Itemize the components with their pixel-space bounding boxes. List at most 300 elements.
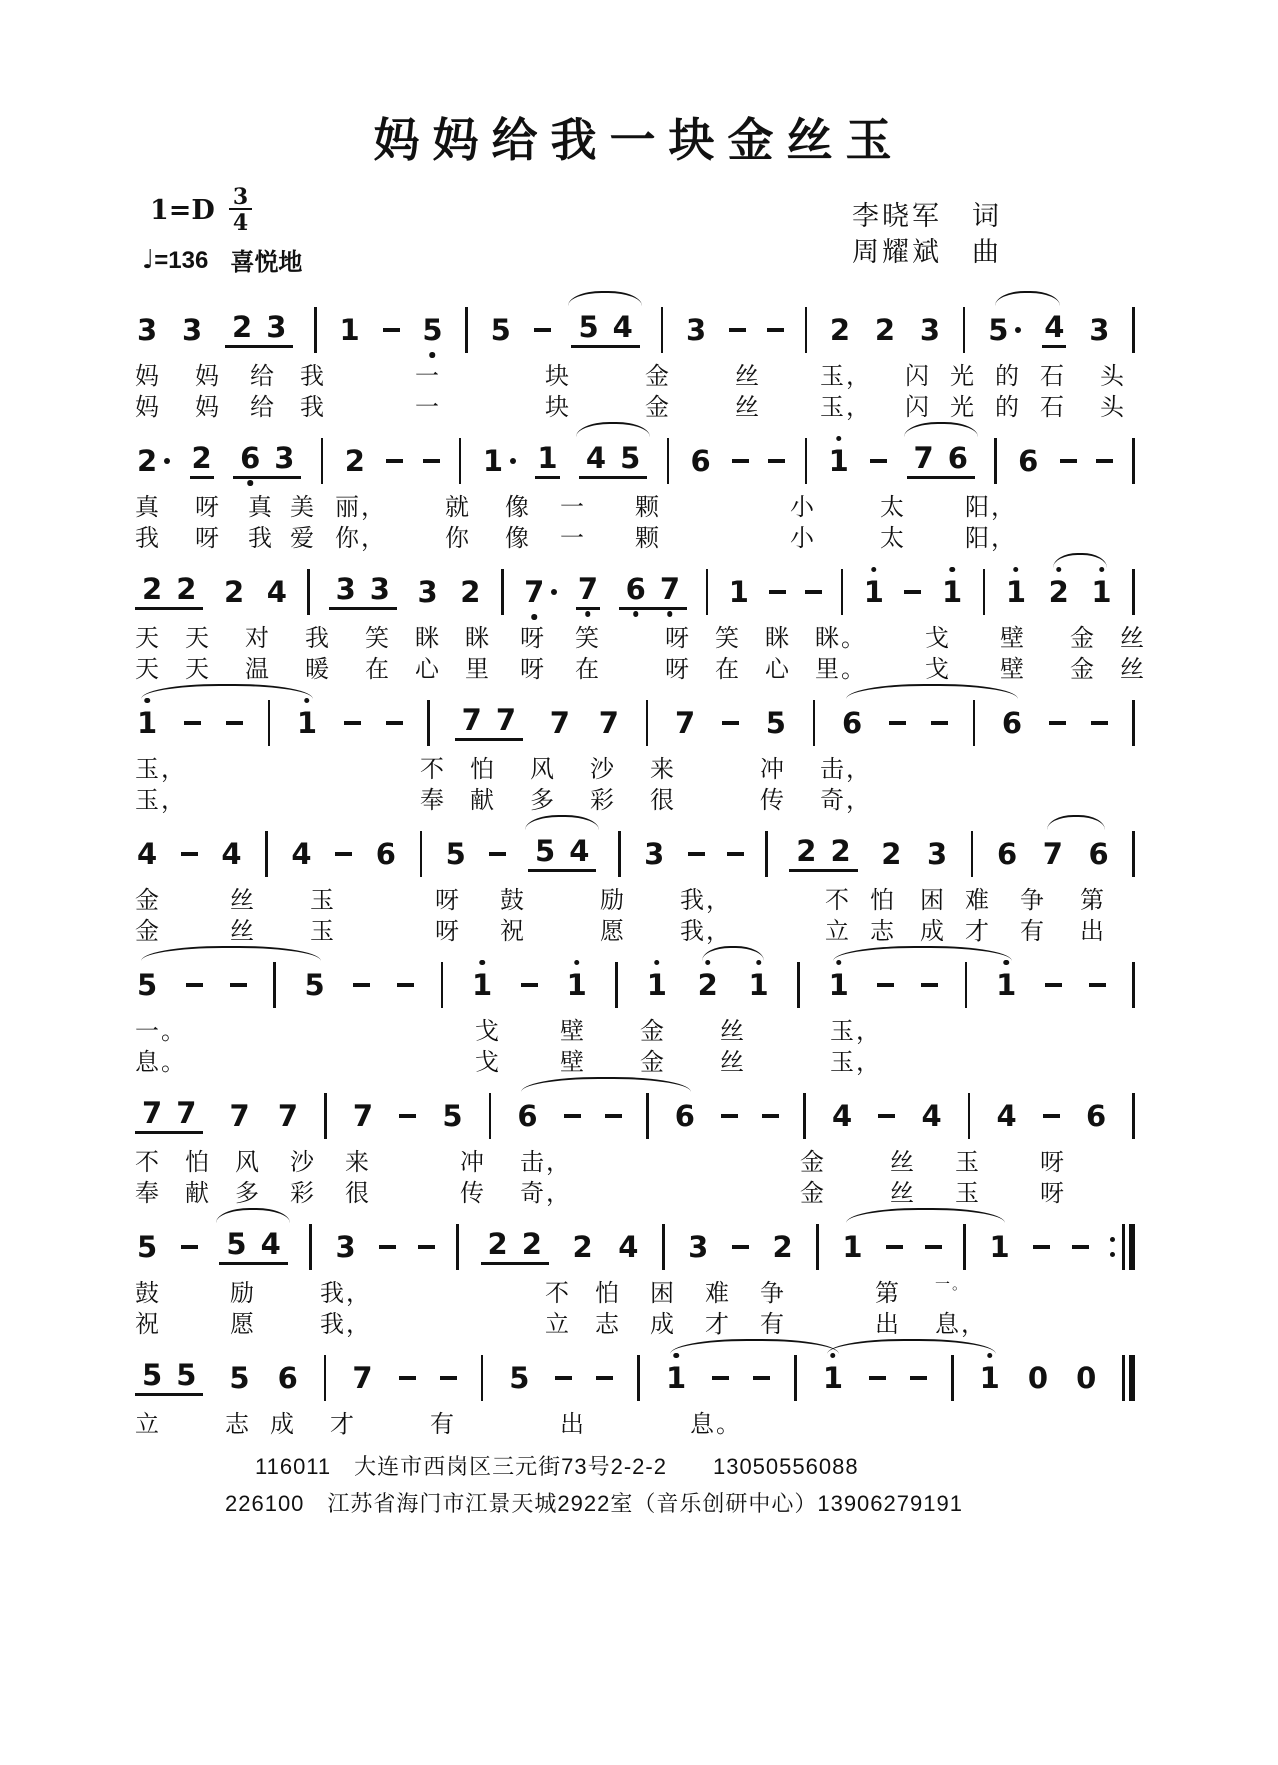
- lyric-syllable: 第: [875, 1280, 901, 1307]
- lyric-syllable: 丝: [230, 887, 256, 914]
- note-token: 2: [1048, 574, 1069, 609]
- lyric-syllable: 笑: [575, 625, 601, 652]
- note-token: 4: [266, 574, 287, 609]
- lyric-syllable: 玉: [955, 1180, 981, 1207]
- note-token: 1: [296, 705, 317, 740]
- lyric-syllable: 里。: [815, 656, 867, 683]
- dash-token: [1089, 959, 1106, 1011]
- barline: [971, 828, 974, 880]
- note-token: 7: [352, 1098, 374, 1133]
- lyric-syllable: 奇，: [820, 787, 872, 814]
- dash-token: [489, 828, 506, 880]
- lyric-syllable: 呀: [195, 525, 221, 552]
- dash-token: [768, 435, 785, 487]
- note-token: 1: [137, 705, 158, 740]
- note-token: 1: [748, 967, 769, 1002]
- barline: [501, 566, 504, 618]
- slur-arc: [1053, 553, 1107, 568]
- note-token: 3: [644, 836, 665, 871]
- note-token: 1: [979, 1360, 1000, 1395]
- slur-arc: [702, 946, 764, 961]
- barline: [1132, 959, 1135, 1011]
- barline: [805, 304, 808, 356]
- note-token: 1: [828, 967, 849, 1002]
- lyric-syllable: 眯: [765, 625, 791, 652]
- lyric-syllable: 给: [250, 363, 276, 390]
- lyric-syllable: 来: [650, 756, 676, 783]
- dash-token: [1096, 435, 1113, 487]
- note-token: 7 7: [135, 1090, 203, 1142]
- lyric-syllable: 戈: [475, 1049, 501, 1076]
- lyric-syllable: 才: [330, 1411, 356, 1438]
- lyric-syllable: 温: [245, 656, 271, 683]
- slur-arc: [216, 1208, 290, 1223]
- lyric-syllable: 丝: [1120, 625, 1146, 652]
- dash-token: [1049, 697, 1066, 749]
- lyric-syllable: 出: [875, 1311, 901, 1338]
- barline: [481, 1352, 484, 1404]
- lyric-syllable: 美: [290, 494, 316, 521]
- lyric-syllable: 玉，: [135, 787, 187, 814]
- lyric-syllable: 难: [965, 887, 991, 914]
- note-token: 3: [182, 312, 203, 347]
- barline: [662, 1221, 665, 1273]
- lyric-syllable: 有: [430, 1411, 456, 1438]
- barline: [441, 959, 444, 1011]
- lyric-syllable: 丝: [230, 918, 256, 945]
- lyric-syllable: 击，: [820, 756, 872, 783]
- lyric-syllable: 的: [995, 394, 1021, 421]
- lyric-syllable: 一: [415, 394, 441, 421]
- barline: [465, 304, 468, 356]
- note-token: 5: [229, 1360, 250, 1395]
- note-token: 2: [135, 435, 170, 487]
- music-line: [135, 552, 1146, 683]
- note-token: 5 4: [219, 1221, 287, 1273]
- dash-token: [379, 1221, 396, 1273]
- lyric-syllable: 一: [415, 363, 441, 390]
- lyric-syllable: 玉: [310, 918, 336, 945]
- lyric-row: [135, 1042, 1135, 1076]
- lyric-syllable: 石: [1040, 363, 1066, 390]
- dash-token: [762, 1090, 779, 1142]
- dash-token: [423, 435, 440, 487]
- dash-token: [440, 1352, 457, 1404]
- barline: [994, 435, 997, 487]
- lyric-syllable: 我，: [680, 918, 732, 945]
- barline: [765, 828, 768, 880]
- lyric-syllable: 金: [645, 363, 671, 390]
- note-token: 5: [137, 967, 158, 1002]
- dash-token: [1045, 959, 1062, 1011]
- lyric-syllable: 对: [245, 625, 271, 652]
- barline: [268, 697, 271, 749]
- lyric-syllable: 呀: [435, 887, 461, 914]
- meter-numerator: 3: [229, 186, 252, 210]
- lyric-syllable: 妈: [135, 363, 161, 390]
- lyric-syllable: 不: [420, 756, 446, 783]
- barline: [324, 1352, 327, 1404]
- note-token: 6: [674, 1098, 695, 1133]
- dash-token: [1033, 1221, 1050, 1273]
- time-signature: [229, 186, 252, 234]
- note-token: 5: [986, 304, 1021, 356]
- lyric-row: [135, 1304, 1135, 1338]
- lyric-syllable: 天: [185, 656, 211, 683]
- lyric-syllable: 天: [135, 656, 161, 683]
- dash-token: [753, 1352, 770, 1404]
- note-token: 5 4: [571, 304, 639, 356]
- barline: [618, 828, 621, 880]
- barline: [1132, 1090, 1135, 1142]
- key-signature: [150, 186, 252, 234]
- lyric-syllable: 玉，: [135, 756, 187, 783]
- note-token: 7: [1042, 836, 1063, 871]
- lyric-syllable: 金: [645, 394, 671, 421]
- lyric-syllable: 很: [345, 1180, 371, 1207]
- lyric-syllable: 我，: [320, 1280, 372, 1307]
- lyric-syllable: 呀: [195, 494, 221, 521]
- lyric-syllable: 头: [1100, 394, 1126, 421]
- lyric-syllable: 像: [505, 494, 531, 521]
- note-token: 4: [832, 1098, 853, 1133]
- note-token: 1: [996, 967, 1017, 1002]
- note-token: 1: [1005, 574, 1027, 609]
- notes-row: [135, 683, 1135, 749]
- lyric-syllable: 成: [920, 918, 946, 945]
- dash-token: [732, 1221, 749, 1273]
- lyric-syllable: 丝: [890, 1180, 916, 1207]
- note-token: 0: [1076, 1360, 1097, 1395]
- note-token: 5: [422, 312, 443, 347]
- lyric-syllable: 愿: [230, 1311, 256, 1338]
- note-token: 7: [598, 705, 619, 740]
- dash-token: [732, 435, 749, 487]
- lyric-row: [135, 618, 1146, 652]
- note-token: 7: [277, 1098, 299, 1133]
- dash-token: [727, 828, 744, 880]
- lyric-syllable: 出: [1080, 918, 1106, 945]
- lyric-syllable: 击，: [520, 1149, 572, 1176]
- barline: [321, 435, 324, 487]
- note-token: 4: [1042, 304, 1066, 356]
- lyric-syllable: 心: [765, 656, 791, 683]
- lyric-syllable: 立: [825, 918, 851, 945]
- dash-token: [722, 697, 739, 749]
- note-token: 4: [291, 836, 312, 871]
- note-token: 1: [1091, 574, 1112, 609]
- slur-arc: [525, 815, 599, 830]
- lyric-syllable: 难: [705, 1280, 731, 1307]
- note-token: 1: [842, 1229, 863, 1264]
- lyric-syllable: 丽，: [335, 494, 387, 521]
- note-token: 6: [996, 836, 1018, 871]
- note-token: 4: [921, 1098, 942, 1133]
- lyric-syllable: 多: [530, 787, 556, 814]
- composer-credit: 周耀斌 曲: [852, 237, 1002, 268]
- note-token: 6: [1001, 705, 1022, 740]
- dash-token: [344, 697, 361, 749]
- lyric-syllable: 就: [445, 494, 471, 521]
- lyric-syllable: 丝: [735, 394, 761, 421]
- lyric-syllable: 我，: [680, 887, 732, 914]
- note-token: 2: [829, 312, 851, 347]
- slur-arc: [904, 422, 978, 437]
- lyric-syllable: 玉: [955, 1149, 981, 1176]
- barline: [314, 304, 317, 356]
- lyric-syllable: 我: [300, 363, 326, 390]
- note-token: 1: [339, 312, 360, 347]
- lyric-syllable: 志: [225, 1411, 251, 1438]
- lyric-syllable: 呀: [435, 918, 461, 945]
- lyric-syllable: 在: [715, 656, 741, 683]
- note-token: 3: [1089, 312, 1110, 347]
- music-line: [135, 290, 1135, 421]
- lyric-syllable: 一。: [935, 1276, 970, 1293]
- barline: [646, 697, 649, 749]
- note-token: 1: [472, 967, 493, 1002]
- note-token: 6: [690, 443, 711, 478]
- lyric-syllable: 困: [650, 1280, 676, 1307]
- dash-token: [925, 1221, 942, 1273]
- lyric-syllable: 怕: [595, 1280, 621, 1307]
- note-token: 2: [460, 574, 481, 609]
- lyric-syllable: 金: [800, 1149, 826, 1176]
- dash-token: [397, 959, 414, 1011]
- note-token: 1: [666, 1360, 687, 1395]
- lyric-syllable: 我，: [320, 1311, 372, 1338]
- notes-row: [135, 1207, 1135, 1273]
- lyric-syllable: 壁: [560, 1049, 586, 1076]
- note-token: 7: [352, 1360, 373, 1395]
- lyric-syllable: 献: [470, 787, 496, 814]
- lyric-syllable: 很: [650, 787, 676, 814]
- dash-token: [555, 1352, 572, 1404]
- lyric-syllable: 丝: [720, 1018, 746, 1045]
- lyric-syllable: 戈: [925, 656, 951, 683]
- music-line: [135, 1338, 1135, 1438]
- note-token: 7: [522, 566, 557, 618]
- notes-row: [135, 814, 1135, 880]
- barline: [661, 304, 664, 356]
- dash-token: [721, 1090, 738, 1142]
- lyric-syllable: 鼓: [135, 1280, 161, 1307]
- note-token: 7 7: [455, 697, 523, 749]
- lyric-syllable: 成: [650, 1311, 676, 1338]
- dash-token: [1043, 1090, 1060, 1142]
- lyric-syllable: 怕: [870, 887, 896, 914]
- lyric-syllable: 息，: [935, 1311, 987, 1338]
- dash-token: [534, 304, 551, 356]
- slur-arc: [670, 1339, 839, 1354]
- note-token: 7: [549, 705, 570, 740]
- note-token: 6 7: [619, 566, 687, 618]
- note-token: 1: [646, 967, 667, 1002]
- lyric-row: [135, 880, 1135, 914]
- note-token: 6: [1018, 443, 1039, 478]
- lyric-syllable: 金: [640, 1018, 666, 1045]
- music-line: [135, 945, 1135, 1076]
- lyric-row: [135, 356, 1135, 390]
- note-token: 1: [822, 1360, 843, 1395]
- lyric-syllable: 光: [950, 394, 976, 421]
- lyric-syllable: 真: [248, 494, 274, 521]
- tempo-bpm: =136: [154, 246, 209, 274]
- note-token: 1: [535, 435, 559, 487]
- lyric-syllable: 沙: [590, 756, 616, 783]
- note-token: 2: [697, 967, 718, 1002]
- note-token: 2 2: [481, 1221, 549, 1273]
- note-token: 5: [445, 836, 466, 871]
- lyric-syllable: 呀: [1040, 1149, 1066, 1176]
- lyric-syllable: 一。: [135, 1018, 187, 1045]
- lyric-syllable: 鼓: [500, 887, 526, 914]
- note-token: 1: [828, 443, 849, 478]
- dash-token: [729, 304, 746, 356]
- lyric-syllable: 我: [305, 625, 331, 652]
- lyric-syllable: 戈: [475, 1018, 501, 1045]
- lyric-syllable: 在: [575, 656, 601, 683]
- dash-token: [399, 1352, 416, 1404]
- lyric-syllable: 呀: [665, 656, 691, 683]
- lyric-row: [135, 1173, 1135, 1207]
- footer-address-1: 116011 大连市西岗区三元街73号2-2-2 13050556088: [255, 1454, 859, 1479]
- lyric-syllable: 志: [870, 918, 896, 945]
- note-token: 2 2: [135, 566, 203, 618]
- dash-token: [921, 959, 938, 1011]
- lyric-syllable: 颗: [635, 525, 661, 552]
- lyric-syllable: 我: [135, 525, 161, 552]
- barline: [1132, 828, 1135, 880]
- dash-token: [769, 566, 786, 618]
- note-token: 1: [863, 574, 884, 609]
- lyric-syllable: 玉，: [820, 363, 872, 390]
- barline: [794, 1352, 797, 1404]
- note-token: 7: [675, 705, 696, 740]
- dash-token: [386, 697, 403, 749]
- note-token: 6: [842, 705, 863, 740]
- note-token: 7: [229, 1098, 250, 1133]
- lyric-syllable: 第: [1080, 887, 1106, 914]
- note-token: 2: [190, 435, 214, 487]
- note-token: 2: [572, 1229, 593, 1264]
- lyric-syllable: 我: [300, 394, 326, 421]
- lyric-syllable: 金: [135, 887, 161, 914]
- lyric-syllable: 一: [560, 525, 586, 552]
- dash-token: [712, 1352, 729, 1404]
- dash-token: [870, 435, 887, 487]
- note-token: 1: [728, 574, 749, 609]
- lyric-syllable: 给: [250, 394, 276, 421]
- lyric-syllable: 丝: [720, 1049, 746, 1076]
- quarter-note-icon: ♩: [142, 244, 155, 275]
- barline: [813, 697, 816, 749]
- note-token: 5: [442, 1098, 463, 1133]
- dash-token: [931, 697, 948, 749]
- lyric-syllable: 成: [270, 1411, 296, 1438]
- lyric-syllable: 奉: [420, 787, 446, 814]
- note-token: 2: [772, 1229, 793, 1264]
- note-token: 1: [481, 435, 516, 487]
- lyric-syllable: 小: [790, 525, 816, 552]
- lyric-syllable: 争: [1020, 887, 1046, 914]
- notes-row: [135, 421, 1135, 487]
- note-token: 4: [618, 1229, 639, 1264]
- mood-text: 喜悦地: [230, 249, 303, 276]
- dash-token: [335, 828, 352, 880]
- lyric-syllable: 眯: [415, 625, 441, 652]
- lyric-syllable: 志: [595, 1311, 621, 1338]
- lyric-syllable: 丝: [1120, 656, 1146, 683]
- barline: [973, 697, 976, 749]
- dash-token: [181, 828, 198, 880]
- dash-token: [181, 1221, 198, 1273]
- barline: [983, 566, 986, 618]
- notes-row: [135, 552, 1135, 618]
- barline: [1132, 435, 1135, 487]
- tempo-mark: [142, 242, 302, 277]
- note-token: 5 5: [135, 1352, 203, 1404]
- dash-token: [184, 697, 201, 749]
- barline: [307, 566, 310, 618]
- lyric-syllable: 息。: [135, 1049, 187, 1076]
- lyric-syllable: 愿: [600, 918, 626, 945]
- barline: [965, 959, 968, 1011]
- lyric-syllable: 立: [545, 1311, 571, 1338]
- lyric-syllable: 真: [135, 494, 161, 521]
- slur-arc: [141, 946, 321, 961]
- lyric-syllable: 眯。: [815, 625, 867, 652]
- barline: [456, 1221, 459, 1273]
- barline: [1132, 697, 1135, 749]
- lyric-syllable: 颗: [635, 494, 661, 521]
- lyric-syllable: 呀: [520, 656, 546, 683]
- lyric-syllable: 冲: [460, 1149, 486, 1176]
- lyric-syllable: 眯: [465, 625, 491, 652]
- dash-token: [869, 1352, 886, 1404]
- dash-token: [564, 1090, 581, 1142]
- lyric-syllable: 金: [1070, 625, 1096, 652]
- lyric-syllable: 玉，: [830, 1018, 882, 1045]
- note-token: 3: [688, 1229, 709, 1264]
- note-token: 2 2: [789, 828, 857, 880]
- dash-token: [889, 697, 906, 749]
- note-token: 6: [1086, 1098, 1107, 1133]
- note-token: 5 4: [528, 828, 596, 880]
- lyric-syllable: 金: [640, 1049, 666, 1076]
- lyric-syllable: 闪: [905, 363, 931, 390]
- lyric-syllable: 来: [345, 1149, 371, 1176]
- note-token: 5: [137, 1229, 158, 1264]
- note-token: 3: [335, 1229, 356, 1264]
- slur-arc: [995, 291, 1060, 306]
- lyric-syllable: 壁: [1000, 625, 1026, 652]
- barline: [265, 828, 268, 880]
- lyric-syllable: 才: [965, 918, 991, 945]
- dash-token: [877, 959, 894, 1011]
- lyric-syllable: 石: [1040, 394, 1066, 421]
- dash-token: [596, 1352, 613, 1404]
- barline: [646, 1090, 649, 1142]
- dash-token: [688, 828, 705, 880]
- lyric-syllable: 阳，: [965, 525, 1017, 552]
- dash-token: [1072, 1221, 1089, 1273]
- lyric-syllable: 冲: [760, 756, 786, 783]
- barline: [1132, 304, 1135, 356]
- lyric-syllable: 奇，: [520, 1180, 572, 1207]
- lyric-row: [135, 1142, 1135, 1176]
- lyric-syllable: 在: [365, 656, 391, 683]
